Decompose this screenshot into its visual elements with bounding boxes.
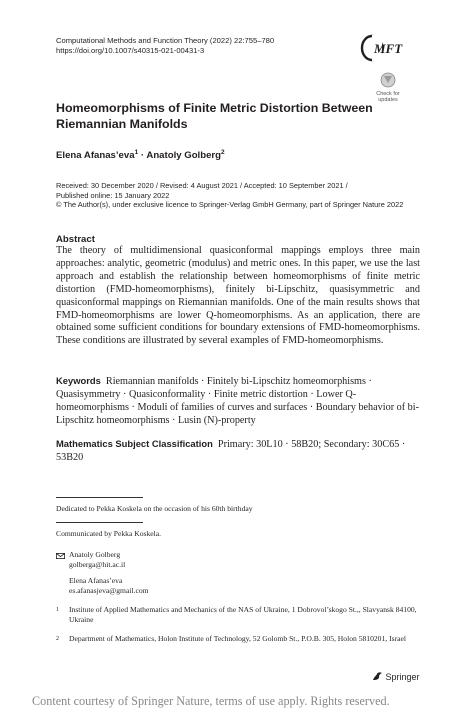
subject-classification (56, 438, 420, 465)
contact-name: Anatoly Golberg (69, 550, 121, 559)
logo-text: MFT (374, 41, 403, 56)
keywords-text: Riemannian manifolds · Finitely bi-Lipschitz homeomorphisms · Quasisymmetry · Quasiconformality · Finite metric distortion · Lower Q-homeomorphisms · Moduli of families of curves and surfaces · Boundary behavior of bi-Lipschitz homeomorphisms · Lusin (N)-property (56, 376, 419, 426)
cmft-logo (360, 33, 412, 63)
footnote-divider (56, 522, 143, 523)
affiliation-number: 1 (56, 607, 59, 613)
dedication: Dedicated to Pekka Koskela on the occasion of his 60th birthday (56, 504, 253, 513)
keywords-label: Keywords (56, 375, 101, 386)
author-name[interactable]: Elena Afanas’eva (56, 150, 135, 162)
affiliation-2 (56, 634, 420, 656)
paper-title: Homeomorphisms of Finite Metric Distortion Between Riemannian Manifolds (56, 101, 373, 131)
publisher-name: Springer (385, 672, 420, 682)
doi-link[interactable]: https://doi.org/10.1007/s40315-021-00431-3 (56, 46, 205, 55)
springer-logo (372, 671, 420, 682)
contact-email[interactable]: es.afanasjeva@gmail.com (69, 586, 149, 595)
affiliation-text: Institute of Applied Mathematics and Mechanics of the NAS of Ukraine, 1 Dobrovol’skogo St.,, Slavyansk 84100, Ukraine (69, 605, 417, 624)
affiliation-number: 2 (56, 636, 59, 642)
msc-label: Mathematics Subject Classification (56, 438, 213, 449)
contact-name: Elena Afanas’eva (69, 576, 123, 585)
svg-text:Check for: Check for (376, 91, 400, 97)
communicated-by: Communicated by Pekka Koskela. (56, 529, 162, 538)
author-name[interactable]: Anatoly Golberg (146, 150, 222, 162)
author-list: Elena Afanas’eva$^1$ · Anatoly Golberg$^2$ (56, 149, 225, 162)
check-for-updates-badge[interactable] (373, 71, 403, 105)
springer-horse-icon (372, 671, 383, 681)
courtesy-notice: Content courtesy of Springer Nature, terms of use apply. Rights reserved. (32, 694, 390, 708)
contact-email[interactable]: golberga@hit.ac.il (69, 560, 126, 569)
footnote-divider (56, 497, 143, 498)
journal-info (56, 36, 274, 56)
journal-citation: Computational Methods and Function Theory (2022) 22:755–780 (56, 36, 275, 45)
publication-dates: Received: 30 December 2020 / Revised: 4 August 2021 / Accepted: 10 September 2021 / Published online: 15 January 2022 © The Author(s), under exclusive licence to Springer-Verlag GmbH Germany, part of Springer Nature 2022 (56, 181, 404, 210)
keywords (56, 375, 420, 428)
corresponding-contacts (69, 550, 149, 596)
msc-text: Primary: 30L10 · 58B20; Secondary: 30C65 · 53B20 (56, 439, 406, 463)
affiliation-text: Department of Mathematics, Holon Institute of Technology, 52 Golomb St., P.O.B. 305, Holon 5810201, Israel (69, 634, 406, 643)
abstract-text: The theory of multidimensional quasiconformal mappings employs three main approaches: analytic, geometric (modulus) and metric ones. In this paper, we use the last approach and establish the relationship between homeomorphisms of finite metric distortion (FMD-homeomorphisms), finitely bi-Lipschitz, quasisymmetric and quasiconformal mappings on Riemannian manifolds. One of the main results shows that FMD-homeomorphisms are lower Q-homeomorphisms. As an application, there are obtained some sufficient conditions for boundary extensions of FMD-homeomorphisms. These conditions are illustrated by several examples of FMD-homeomorphisms. (56, 245, 420, 347)
affiliation-1 (56, 605, 420, 627)
envelope-icon (56, 553, 65, 559)
abstract-heading: Abstract (56, 234, 95, 245)
svg-text:updates: updates (378, 97, 398, 103)
